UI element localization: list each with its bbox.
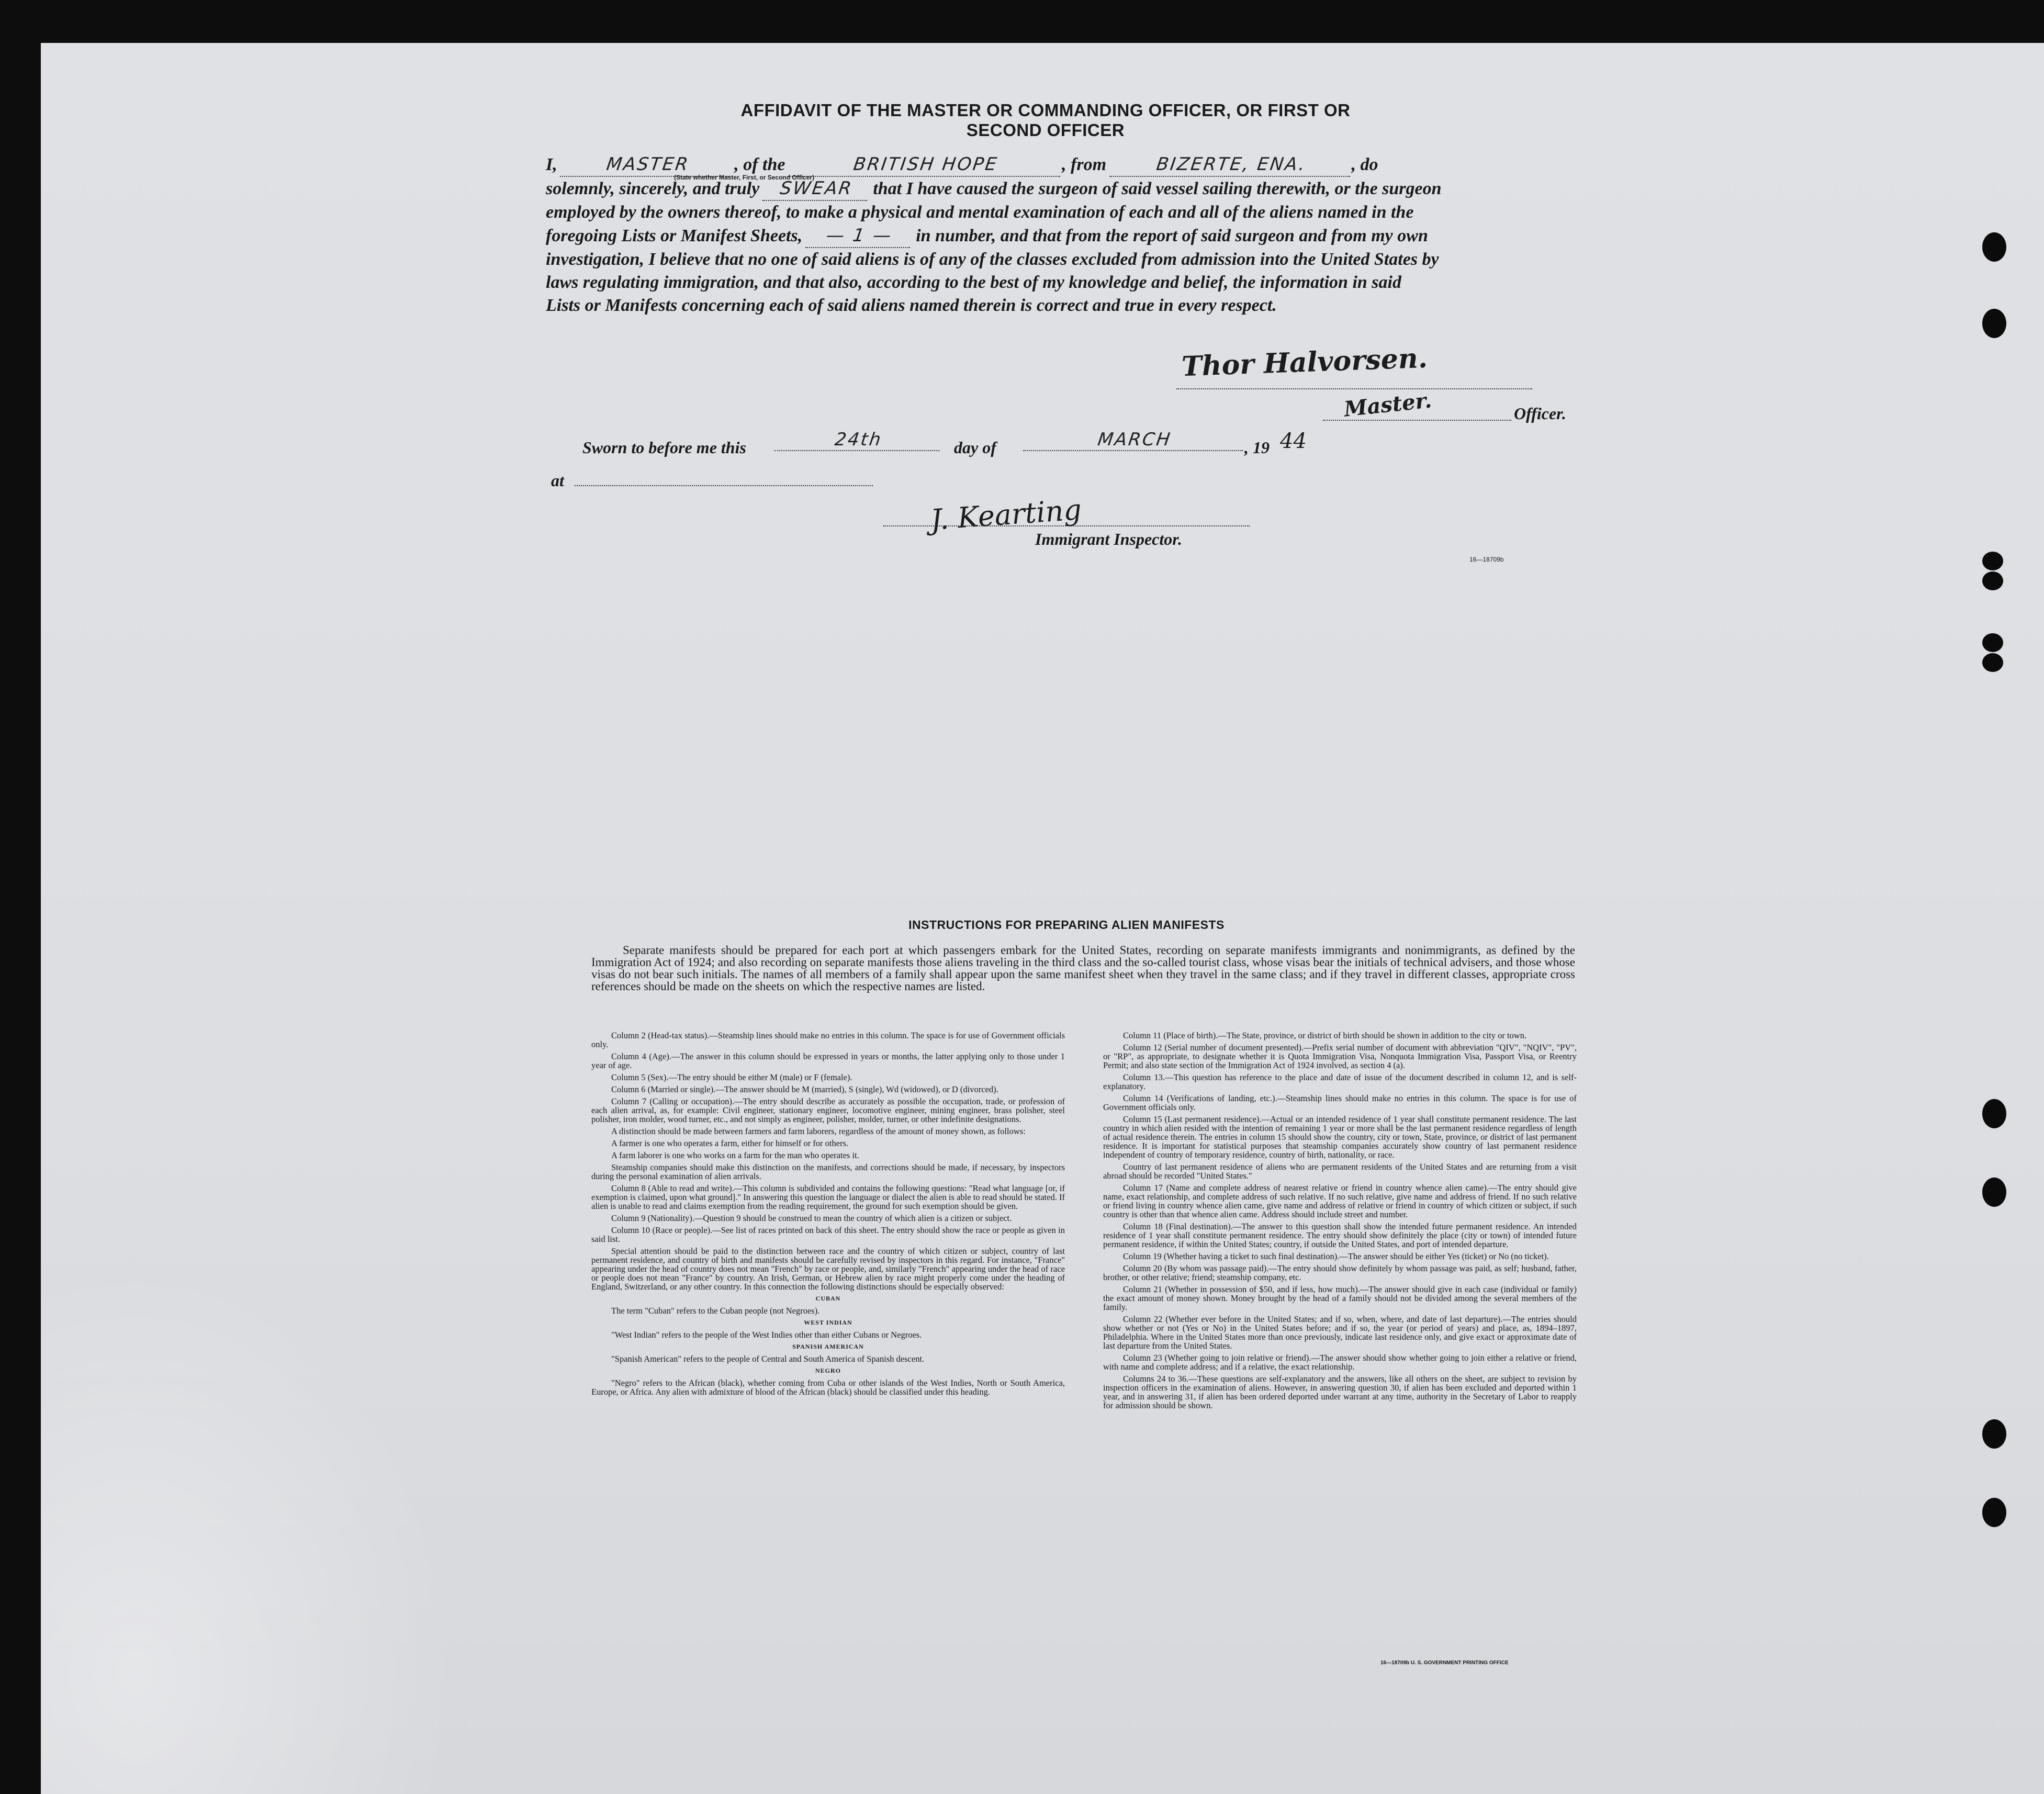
document-sheet bbox=[41, 43, 2044, 1794]
instruction-paragraph: "West Indian" refers to the people of the West Indies other than either Cubans or Negroes. bbox=[611, 1330, 922, 1340]
affidavit-line-5: investigation, I believe that no one of said aliens is of any of the classes excluded from admission into the United States by bbox=[546, 250, 1439, 269]
day-field: 24th bbox=[774, 429, 942, 451]
instruction-paragraph: Column 2 (Head-tax status).—Steamship lines should make no entries in this column. The space is for use of Government officials only. bbox=[591, 1030, 1065, 1049]
text-i: I, bbox=[546, 155, 557, 174]
punch-hole bbox=[1982, 552, 2003, 570]
inspector-label: Immigrant Inspector. bbox=[1035, 530, 1182, 548]
punch-hole bbox=[1982, 653, 2003, 672]
instruction-paragraph: Column 6 (Married or single).—The answer should be M (married), S (single), Wd (widowed), or D (divorced). bbox=[611, 1084, 998, 1094]
punch-hole bbox=[1982, 1178, 2006, 1207]
affidavit-line-7: Lists or Manifests concerning each of said aliens named therein is correct and true in every respect. bbox=[546, 296, 1277, 315]
text-solemnly: solemnly, sincerely, and truly bbox=[546, 179, 760, 198]
punch-hole bbox=[1982, 1099, 2006, 1128]
punch-hole bbox=[1982, 633, 2003, 652]
section-heading-spanish-american: SPANISH AMERICAN bbox=[792, 1343, 864, 1350]
instruction-paragraph: "Spanish American" refers to the people of Central and South America of Spanish descent. bbox=[611, 1354, 925, 1364]
at-line bbox=[575, 485, 873, 486]
port-field: BIZERTE, ENA. bbox=[1109, 153, 1353, 177]
swear-field: SWEAR bbox=[762, 177, 870, 201]
officer-line bbox=[1323, 420, 1511, 421]
instruction-paragraph: Column 23 (Whether going to join relative or friend).—The answer should show whether going to join either a relative or friend, with name and complete address; and if a relative, the exact relationship. bbox=[1103, 1353, 1577, 1372]
punch-hole bbox=[1982, 571, 2003, 590]
instruction-paragraph: Column 17 (Name and complete address of nearest relative or friend in country whence alien came).—The entry should give name, exact relationship, and complete address of such relative. If no such relative, give name and address of friend. If no such relative or friend living in country whence alien came, give name and address of relative or friend in country of which citizen or subject, if such country is other than that whence alien came. Address should include street and number. bbox=[1103, 1183, 1577, 1219]
at-label: at bbox=[551, 471, 564, 490]
year-field: 44 bbox=[1280, 429, 1307, 453]
punch-hole bbox=[1982, 1419, 2006, 1449]
instructions-right-column bbox=[1103, 1031, 1577, 1413]
punch-hole bbox=[1982, 309, 2006, 338]
affidavit-line-3: employed by the owners thereof, to make a physical and mental examination of each and all of the aliens named in the bbox=[546, 203, 1414, 222]
instruction-paragraph: Column 14 (Verifications of landing, etc.).—Steamship lines should make no entries in this column. The space is for use of Government officials only. bbox=[1103, 1093, 1577, 1112]
sworn-label: Sworn to before me this bbox=[582, 438, 746, 457]
instruction-paragraph: Column 4 (Age).—The answer in this column should be expressed in years or months, the latter applying only to those under 1 year of age. bbox=[591, 1051, 1065, 1070]
master-rank-signature: Master. bbox=[1343, 388, 1433, 422]
inspector-line bbox=[883, 525, 1250, 526]
instruction-paragraph: A distinction should be made between farmers and farm laborers, regardless of the amount of money shown, as follows: bbox=[611, 1126, 1026, 1136]
day-of-label: day of bbox=[954, 438, 996, 457]
rank-field: MASTER bbox=[560, 153, 736, 177]
section-heading-west-indian: WEST INDIAN bbox=[804, 1319, 852, 1326]
inspector-signature: J. Kearting bbox=[929, 492, 1083, 537]
instruction-paragraph: Column 21 (Whether in possession of $50, and if less, how much).—The answer should give in each case (individual or family) the exact amount of money shown. Money brought by the head of a family should not be divided among the several members of the family. bbox=[1103, 1284, 1577, 1312]
instructions-intro: Separate manifests should be prepared for each port at which passengers embark for the United States, recording on separate manifests immigrants and nonimmigrants, as defined by the Immigration Act of 1924; and also recording on separate manifests those aliens traveling in the third class and the so-called tourist class, whose visas bear the initials of technical advisers, and those whose visas do not bear such initials. The names of all members of a family shall appear upon the same manifest sheet when they travel in the same class; and if they travel in different classes, appropriate cross references should be made on the sheets on which the respective names are listed. bbox=[591, 944, 1575, 993]
punch-hole bbox=[1982, 1498, 2006, 1527]
year-prefix: , 19 bbox=[1244, 438, 1270, 457]
instruction-paragraph: Column 8 (Able to read and write).—This column is subdivided and contains the following questions: "Read what language [or, if exemption is claimed, upon what ground]." In answering this question the language or dialect the alien is able to read should be stated. If alien is unable to read and claims exemption from the reading requirement, the ground for such exemption should be given. bbox=[591, 1183, 1065, 1211]
master-signature: Thor Halvorsen. bbox=[1181, 342, 1428, 383]
printing-office-footer: 16—18709b U. S. GOVERNMENT PRINTING OFFICE bbox=[1380, 1660, 1509, 1666]
text-foregoing: foregoing Lists or Manifest Sheets, bbox=[546, 226, 803, 245]
month-field: MARCH bbox=[1023, 429, 1246, 451]
instruction-paragraph: A farmer is one who operates a farm, either for himself or for others. bbox=[611, 1138, 849, 1148]
sheets-field: — 1 — bbox=[805, 224, 913, 248]
instruction-paragraph: Special attention should be paid to the distinction between race and the country of which citizen or subject, country of last permanent residence, and country of birth and manifests should be carefully revised by inspectors in this regard. For instance, "France" appearing under the head of country does not mean "French" by race or people, and, similarly "French" appearing under the head of race or people does not mean "France" by country. An Irish, German, or Hebrew alien by race might properly come under the heading of England, Switzerland, or any other country. In this connection the following distinctions should be especially observed: bbox=[591, 1246, 1065, 1292]
section-heading-negro: NEGRO bbox=[815, 1367, 841, 1374]
instruction-paragraph: Column 19 (Whether having a ticket to such final destination).—The answer should be either Yes (ticket) or No (no ticket). bbox=[1123, 1251, 1549, 1261]
text-of-the: , of the bbox=[734, 155, 785, 174]
section-heading-cuban: CUBAN bbox=[815, 1295, 841, 1302]
affidavit-line-4 bbox=[546, 224, 1574, 248]
instruction-paragraph: Column 18 (Final destination).—The answer to this question shall show the intended future permanent residence. An intended residence of 1 year shall constitute permanent residence. The entry should show definitely the place (city or town) of intended future permanent residence, if within the United States; country, if outside the United States, and port of intended departure. bbox=[1103, 1221, 1577, 1249]
instructions-left-column bbox=[591, 1031, 1065, 1399]
form-number: 16—18709b bbox=[1469, 556, 1504, 563]
instruction-paragraph: Columns 24 to 36.—These questions are self-explanatory and the answers, like all others on the sheet, are subject to revision by inspection officers in the examination of aliens. However, in answering question 30, if alien has been excluded and deported within 1 year, and in answering 31, if alien has been ordered deported under warrant at any time, authority in the Secretary of Labor to reapply for admission should be shown. bbox=[1103, 1374, 1577, 1410]
officer-label: Officer. bbox=[1514, 404, 1566, 423]
text-in-number: in number, and that from the report of said surgeon and from my own bbox=[916, 226, 1428, 245]
instructions-title: INSTRUCTIONS FOR PREPARING ALIEN MANIFESTS bbox=[908, 918, 1225, 932]
instruction-paragraph: Column 7 (Calling or occupation).—The entry should describe as accurately as possible the occupation, trade, or profession of each alien arrival, as, for example: Civil engineer, stationary engineer, locomotive engineer, mining engineer, brass polisher, steel polisher, iron molder, wood turner, etc., and not simply as engineer, polisher, molder, turner, or other indefinite designations. bbox=[591, 1096, 1065, 1124]
text-from: , from bbox=[1062, 155, 1107, 174]
instruction-paragraph: Column 13.—This question has reference to the place and date of issue of the document described in column 12, and is self-explanatory. bbox=[1103, 1072, 1577, 1091]
instruction-paragraph: The term "Cuban" refers to the Cuban people (not Negroes). bbox=[611, 1306, 820, 1316]
paper-wear bbox=[41, 1194, 512, 1794]
signature-line bbox=[1176, 388, 1532, 389]
instruction-paragraph: Column 20 (By whom was passage paid).—The entry should show definitely by whom passage was paid, as self; husband, father, brother, or other relative; friend; steamship company, etc. bbox=[1103, 1263, 1577, 1282]
instruction-paragraph: Column 9 (Nationality).—Question 9 should be construed to mean the country of which alien is a citizen or subject. bbox=[611, 1213, 1012, 1223]
affidavit-line-6: laws regulating immigration, and that also, according to the best of my knowledge and belief, the information in said bbox=[546, 273, 1401, 292]
punch-hole bbox=[1982, 232, 2006, 262]
vessel-field: BRITISH HOPE bbox=[788, 153, 1063, 177]
instruction-paragraph: Column 5 (Sex).—The entry should be either M (male) or F (female). bbox=[611, 1072, 852, 1082]
instruction-paragraph: Country of last permanent residence of aliens who are permanent residents of the United States and are returning from a visit abroad should be recorded "United States." bbox=[1103, 1162, 1577, 1181]
text-surgeon: that I have caused the surgeon of said vessel sailing therewith, or the surgeon bbox=[873, 179, 1442, 198]
instruction-paragraph: A farm laborer is one who works on a farm for the man who operates it. bbox=[611, 1150, 859, 1160]
text-do: , do bbox=[1351, 155, 1378, 174]
affidavit-title: AFFIDAVIT OF THE MASTER OR COMMANDING OFFICER, OR FIRST OR SECOND OFFICER bbox=[740, 100, 1351, 140]
instruction-paragraph: Column 12 (Serial number of document presented).—Prefix serial number of document with abbreviation "QIV", "NQIV", "PV", or "RP", as appropriate, to designate whether it is Quota Immigration Visa, Nonquota Immigration Visa, Passport Visa, or Reentry Permit; and also state section of the Immigration Act of 1924 involved, as section 4 (a). bbox=[1103, 1042, 1577, 1070]
instruction-paragraph: Column 15 (Last permanent residence).—Actual or an intended residence of 1 year shall constitute permanent residence. The last country in which alien resided with the intention of remaining 1 year or more shall be the last permanent residence regardless of length of actual residence therein. The entries in column 15 should show the country, city or town, State, province, or district of last permanent residence. It is important for statistical purposes that steamship companies accurately show country of last permanent residence independent of country of temporary residence, country of birth, nationality, or race. bbox=[1103, 1114, 1577, 1160]
instruction-paragraph: Column 10 (Race or people).—See list of races printed on back of this sheet. The entry should show the race or people as given in said list. bbox=[591, 1225, 1065, 1244]
instruction-paragraph: Column 22 (Whether ever before in the United States; and if so, when, where, and date of last departure).—The entries should show whether or not (Yes or No) in the United States before; and if so, the year (or period of years) and place, as, 1894–1897, Philadelphia. Where in the United States more than once previously, indicate last residence only, and give exact or approximate date of last departure from the United States. bbox=[1103, 1314, 1577, 1351]
rank-note: (State whether Master, First, or Second Officer) bbox=[674, 174, 815, 181]
instruction-paragraph: Column 11 (Place of birth).—The State, province, or district of birth should be shown in addition to the city or town. bbox=[1123, 1030, 1527, 1040]
instruction-paragraph: Steamship companies should make this distinction on the manifests, and corrections should be made, if necessary, by inspectors during the personal examination of alien arrivals. bbox=[591, 1162, 1065, 1181]
instruction-paragraph: "Negro" refers to the African (black), whether coming from Cuba or other islands of the West Indies, North or South America, Europe, or Africa. Any alien with admixture of blood of the African (black) should be classified under this heading. bbox=[591, 1378, 1065, 1397]
